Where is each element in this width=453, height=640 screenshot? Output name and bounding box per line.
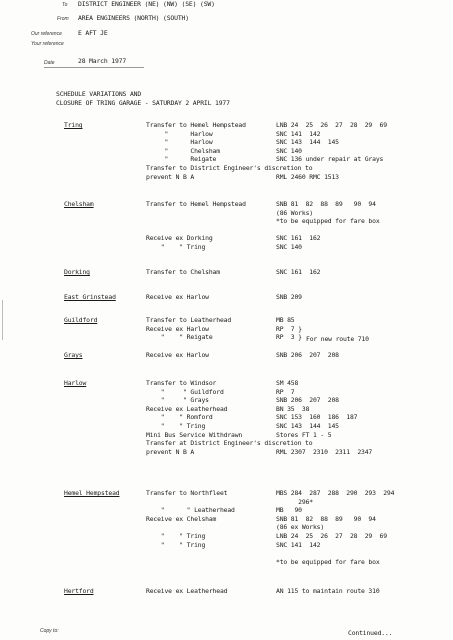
- action-text: Receive ex Harlow: [146, 293, 209, 301]
- to-label: To: [62, 2, 68, 8]
- vehicle-list: SNC 141 142: [276, 540, 321, 549]
- subject-line-2: CLOSURE OF TRING GARAGE - SATURDAY 2 APRIL 1977: [56, 99, 230, 107]
- vehicle-list: SNC 136 under repair at Grays: [276, 155, 384, 164]
- vehicle-list: AN 115 to maintain route 310: [276, 587, 380, 595]
- action-text: Receive ex Harlow: [146, 351, 209, 359]
- vehicle-list: SNC 161 162: [276, 268, 321, 276]
- garage-name: Hemel Hempstead: [64, 489, 120, 497]
- action-text: " Harlow: [146, 138, 213, 147]
- action-text: " " Tring: [146, 243, 206, 251]
- vehicle-list: SNC 153 160 186 187: [276, 413, 358, 422]
- action-text: prevent N B A: [146, 447, 195, 456]
- vehicle-list: 296*: [276, 497, 313, 506]
- vehicle-list: RML 2307 2310 2311 2347: [276, 447, 373, 456]
- vehicle-list: MB 85: [276, 316, 295, 324]
- action-text: Transfer to Leatherhead: [146, 316, 232, 324]
- vehicle-list: *to be equipped for fare box: [276, 557, 380, 566]
- action-text: Mini Bus Service Withdrawn: [146, 430, 243, 439]
- action-text: " " Guildford: [146, 387, 224, 396]
- action-text: " Chelsham: [146, 146, 220, 155]
- vehicle-list: (86 Works): [276, 208, 313, 217]
- action-text: Transfer to Chelsham: [146, 268, 220, 276]
- action-text: " " Reigate: [146, 333, 213, 342]
- vehicle-list: MBS 284 287 288 290 293 294: [276, 489, 395, 497]
- margin-mark: [2, 300, 3, 340]
- vehicle-list: RP 7: [276, 387, 295, 396]
- from-value: AREA ENGINEERS (NORTH) (SOUTH): [78, 14, 189, 22]
- our-reference-value: E AFT JE: [78, 29, 108, 37]
- action-text: " " Tring: [146, 422, 206, 430]
- action-text: " Reigate: [146, 155, 217, 164]
- vehicle-list: SNB 209: [276, 293, 302, 301]
- vehicle-list: SNC 143 144 145: [276, 138, 339, 147]
- vehicle-list: RML 2460 RMC 1513: [276, 172, 339, 181]
- action-text: Transfer to Hemel Hempstead: [146, 200, 246, 208]
- action-text: " " Romford: [146, 413, 213, 422]
- vehicle-list: SNC 143 144 145: [276, 422, 339, 430]
- action-text: Transfer to Hemel Hempstead: [146, 121, 246, 129]
- garage-name: Dorking: [64, 268, 90, 276]
- copy-to-label: Copy to:: [40, 628, 59, 634]
- action-text: " " Grays: [146, 396, 209, 405]
- subject-line-1: SCHEDULE VARIATIONS AND: [56, 90, 142, 98]
- vehicle-list: SNB 206 207 208: [276, 351, 339, 359]
- vehicle-list: SNB 81 82 88 89 90 94: [276, 200, 376, 208]
- vehicle-list: SNC 161 162: [276, 234, 321, 243]
- your-reference-label: Your reference: [31, 41, 64, 47]
- action-text: Receive ex Leatherhead: [146, 587, 228, 595]
- garage-name: Grays: [64, 351, 83, 359]
- to-value: DISTRICT ENGINEER (NE) (NW) (SE) (SW): [78, 0, 215, 8]
- vehicle-list: SNC 140: [276, 243, 302, 251]
- our-reference-label: Our reference: [31, 31, 62, 37]
- garage-name: Harlow: [64, 379, 87, 387]
- action-text: " " Tring: [146, 540, 206, 549]
- action-text: Receive ex Harlow: [146, 324, 209, 333]
- header-rule: [44, 67, 144, 68]
- garage-name: East Grinstead: [64, 293, 116, 301]
- vehicle-list: (86 ex Works): [276, 523, 325, 532]
- action-text: " " Tring: [146, 532, 206, 540]
- vehicle-list: SNB 206 207 208: [276, 396, 339, 405]
- action-text: Receive ex Dorking: [146, 234, 213, 243]
- vehicle-list: *to be equipped for fare box: [276, 217, 380, 226]
- date-value: 28 March 1977: [78, 57, 127, 65]
- action-text: Receive ex Leatherhead: [146, 404, 228, 413]
- guildford-note: For new route 710: [306, 335, 369, 343]
- vehicle-list: RP 3 }: [276, 333, 302, 342]
- date-label: Date: [44, 60, 55, 66]
- vehicle-list: SNC 140: [276, 146, 302, 155]
- vehicle-list: RP 7 }: [276, 324, 302, 333]
- vehicle-list: SM 458: [276, 379, 299, 387]
- action-text: Transfer to District Engineer's discretion to: [146, 164, 313, 172]
- garage-name: Hertford: [64, 587, 94, 595]
- action-text: Receive ex Chelsham: [146, 514, 217, 523]
- action-text: prevent N B A: [146, 172, 195, 181]
- from-label: From: [57, 16, 69, 22]
- vehicle-list: LNB 24 25 26 27 28 29 69: [276, 121, 387, 129]
- garage-name: Chelsham: [64, 200, 94, 208]
- vehicle-list: Stores FT 1 - 5: [276, 430, 332, 439]
- vehicle-list: MB 90: [276, 506, 302, 515]
- continued-label: Continued...: [348, 629, 393, 637]
- vehicle-list: BN 35 38: [276, 404, 310, 413]
- action-text: Transfer to Windsor: [146, 379, 217, 387]
- action-text: Transfer to Northfleet: [146, 489, 228, 497]
- vehicle-list: LNB 24 25 26 27 28 29 69: [276, 532, 387, 540]
- garage-name: Guildford: [64, 316, 98, 324]
- vehicle-list: SNB 81 82 88 89 90 94: [276, 514, 376, 523]
- vehicle-list: SNC 141 142: [276, 129, 321, 138]
- action-text: Transfer at District Engineer's discretion to: [146, 439, 313, 448]
- action-text: " Harlow: [146, 129, 213, 138]
- action-text: " " Leatherhead: [146, 506, 235, 515]
- garage-name: Tring: [64, 121, 83, 129]
